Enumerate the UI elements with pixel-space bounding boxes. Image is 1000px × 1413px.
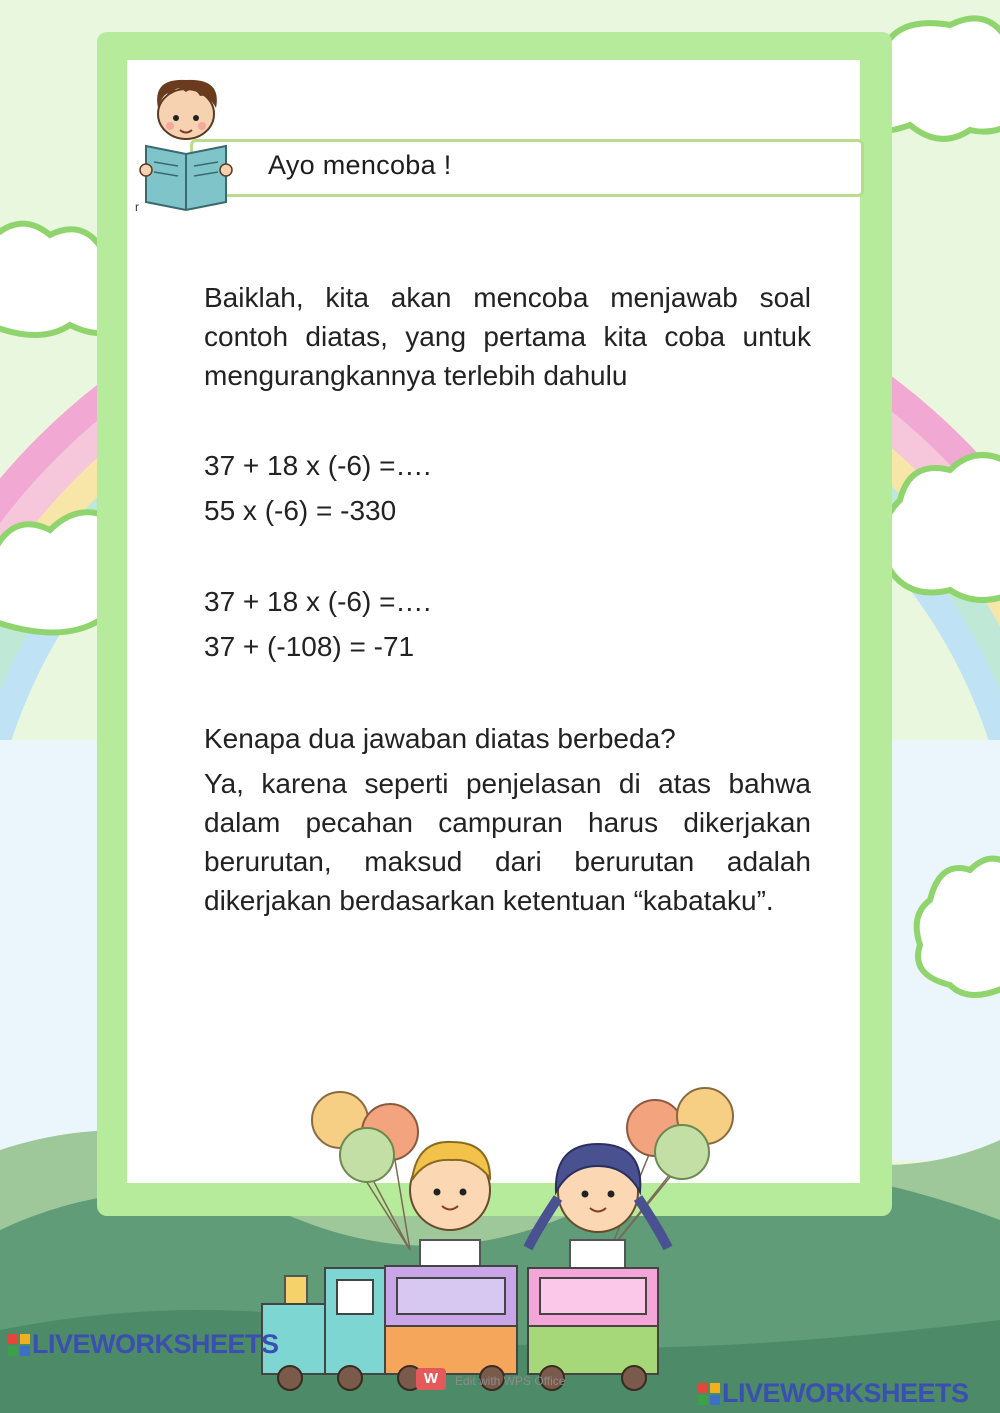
liveworksheets-logo-icon (8, 1334, 30, 1356)
liveworksheets-text-right: LIVEWORKSHEETS (722, 1378, 969, 1408)
intro-paragraph: Baiklah, kita akan mencoba menjawab soal contoh diatas, yang pertama kita coba untuk mengurangkannya terlebih dahulu (204, 282, 811, 391)
example2-line1: 37 + 18 x (-6) =…. (204, 586, 432, 617)
content-card (127, 60, 860, 1183)
page-title: Ayo mencoba ! (268, 150, 452, 180)
stray-mark: r (135, 200, 139, 214)
liveworksheets-watermark-right (698, 1378, 969, 1409)
answer-paragraph: Ya, karena seperti penjelasan di atas bahwa dalam pecahan campuran harus dikerjakan berurutan, maksud dari berurutan adalah dikerjakan berdasarkan ketentuan “kabataku”. (204, 768, 811, 916)
example1-line2: 55 x (-6) = -330 (204, 495, 397, 526)
wps-office-icon: W (416, 1368, 446, 1390)
liveworksheets-logo-icon (698, 1383, 720, 1405)
example1-line1: 37 + 18 x (-6) =…. (204, 450, 432, 481)
example2-line2: 37 + (-108) = -71 (204, 631, 415, 662)
liveworksheets-text-left: LIVEWORKSHEETS (32, 1329, 279, 1359)
question-text: Kenapa dua jawaban diatas berbeda? (204, 723, 676, 754)
boy-reading-illustration (138, 78, 234, 214)
wps-watermark: Edit with WPS Office (455, 1374, 566, 1388)
liveworksheets-watermark-left (8, 1329, 279, 1360)
